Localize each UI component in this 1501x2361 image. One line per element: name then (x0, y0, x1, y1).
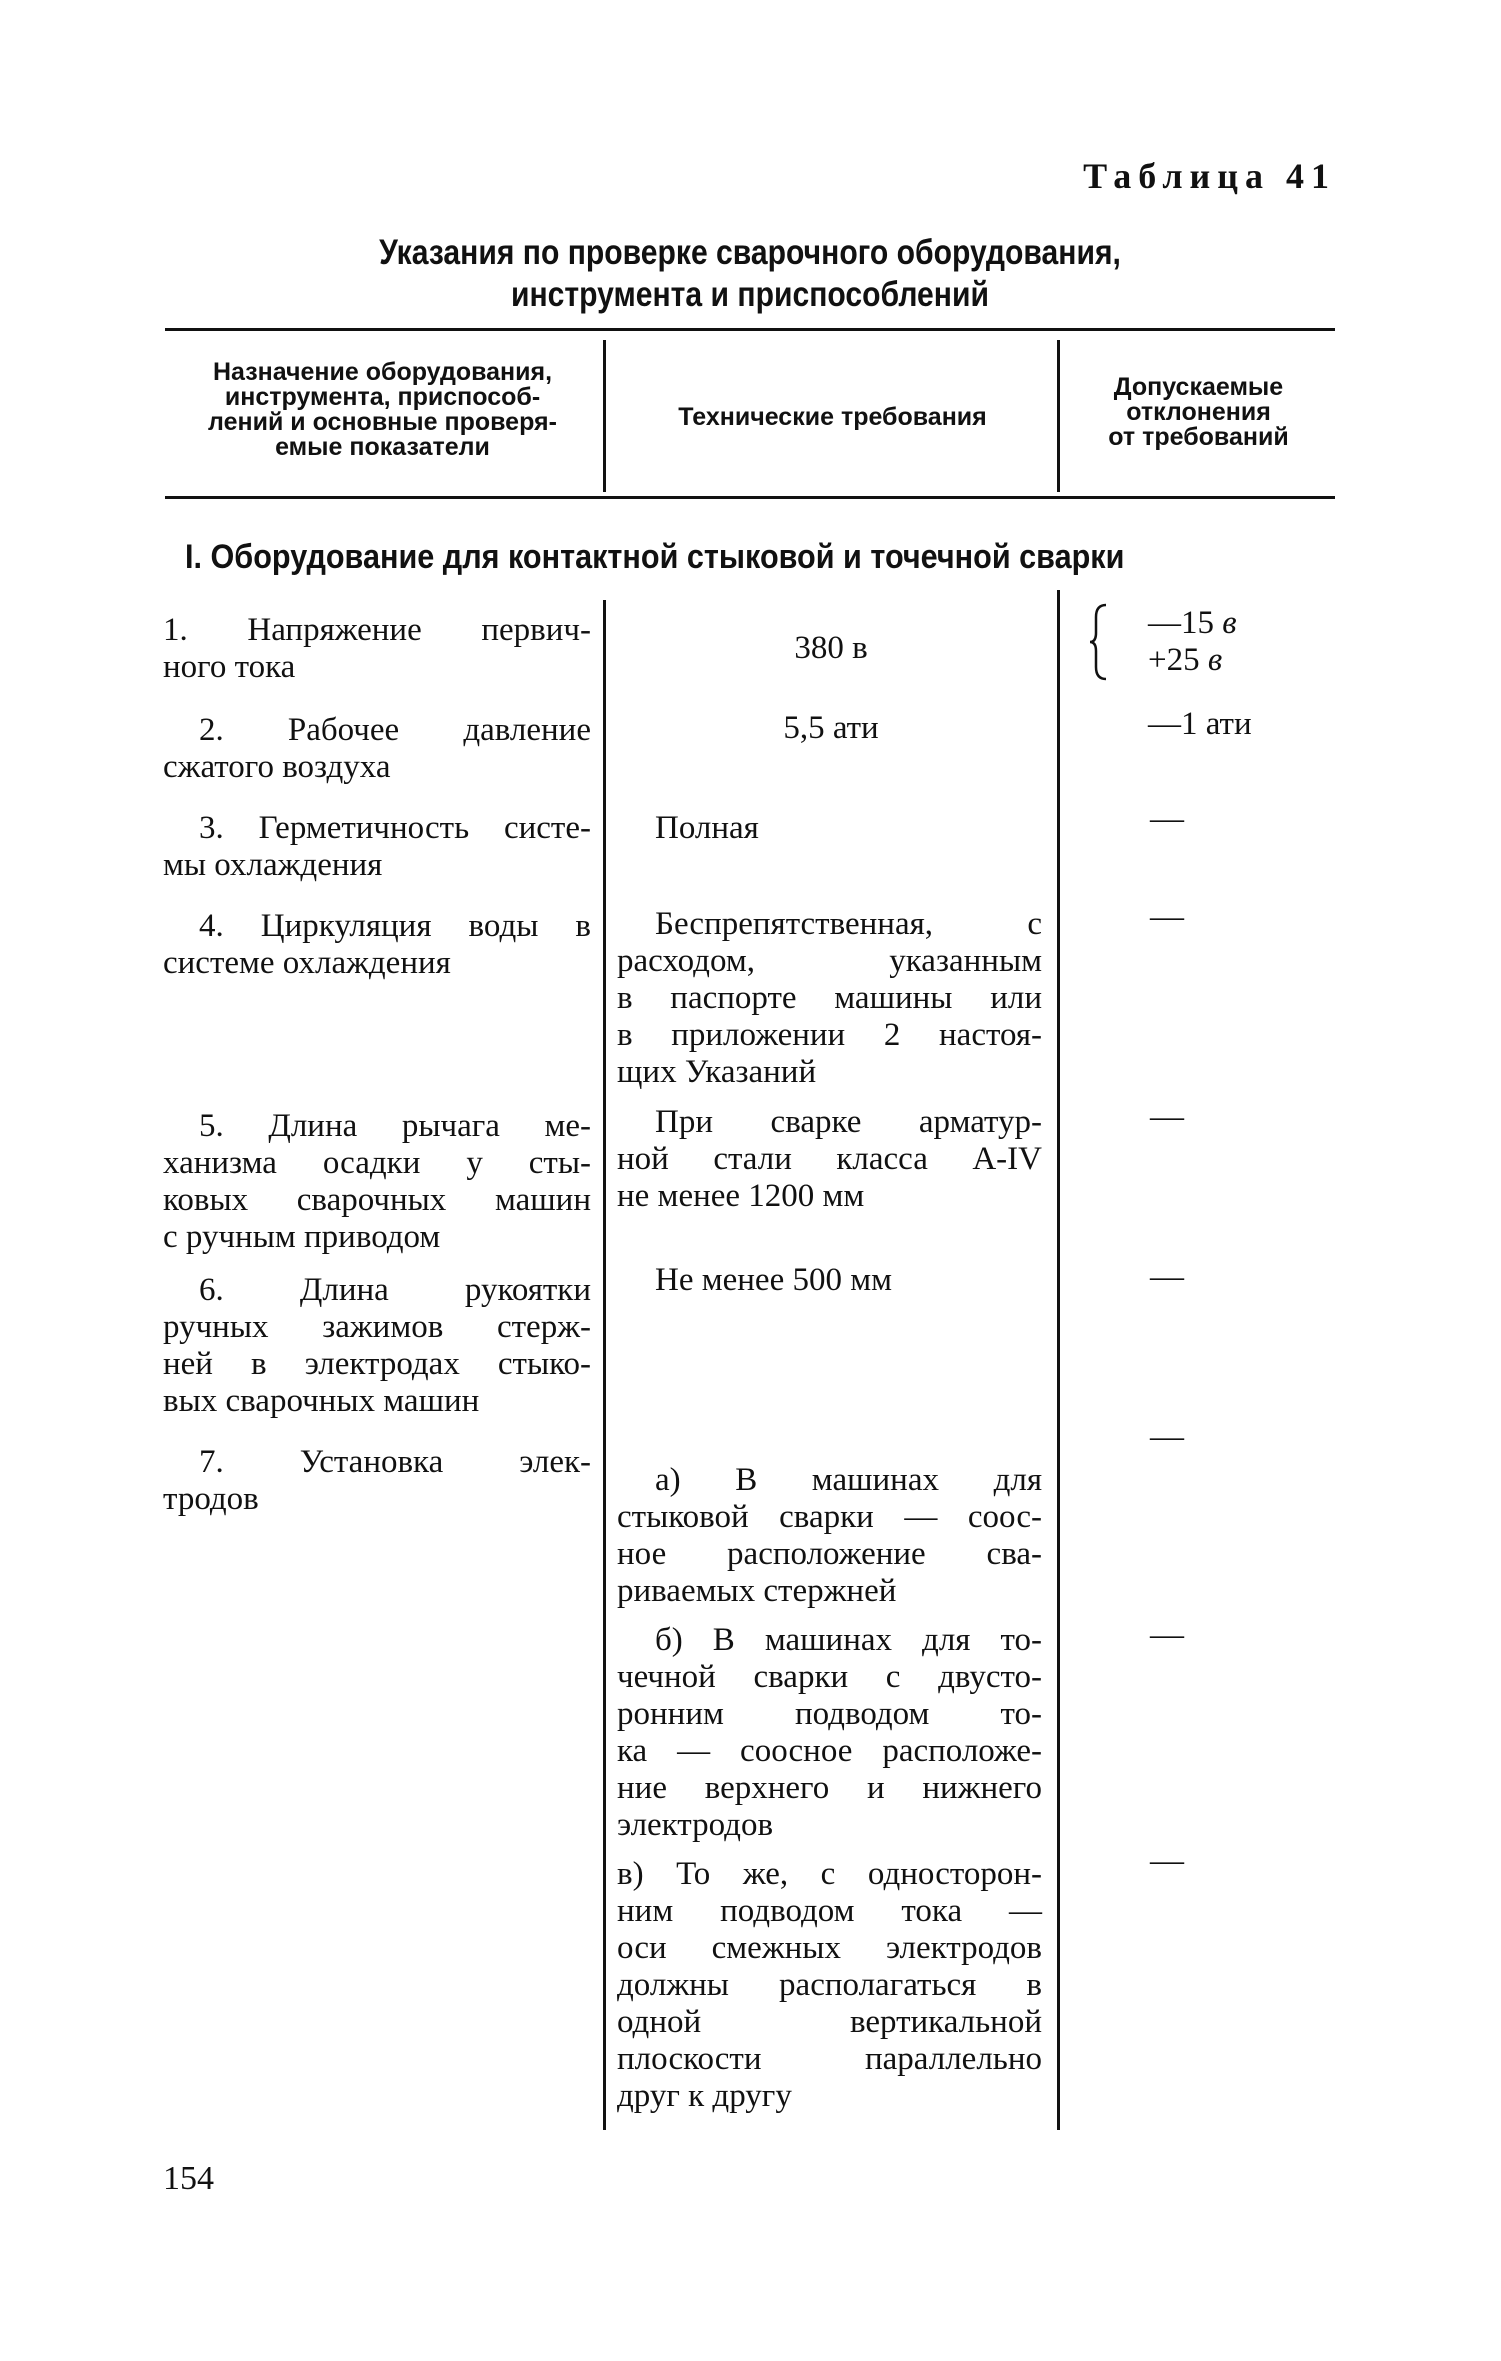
body-divider-2 (1057, 590, 1060, 2130)
row-2-name: 2. Рабочее давление сжатого воздуха (163, 712, 591, 785)
row-3-tolerance: — (1150, 800, 1184, 837)
row-2-requirement: 5,5 ати (783, 710, 879, 746)
subrow-a-requirement: а) В машинах для стыковой сварки — соос- ное расположение сва- риваемых стержней (617, 1462, 1042, 1609)
header-top-rule (165, 328, 1335, 331)
row-6-requirement: Не менее 500 мм (655, 1262, 892, 1298)
row-1-tolerance-minus: —15 в (1148, 605, 1237, 641)
table-label: Таблица 41 (1083, 156, 1336, 196)
row-5-name: 5. Длина рычага ме- ханизма осадки у сты- ковых сварочных машин с ручным приводом (163, 1108, 591, 1255)
row-4-tolerance: — (1150, 898, 1184, 935)
row-5-requirement: При сварке арматур- ной стали класса A-IV не менее 1200 мм (617, 1104, 1042, 1214)
header-col-equipment: Назначение оборудования, инструмента, приспособ- лений и основные проверя- емые показатели (208, 358, 557, 461)
row-1-tolerance-plus: +25 в (1148, 642, 1223, 678)
row-1-name: 1. Напряжение первич- ного тока (163, 612, 591, 685)
row-6-tolerance: — (1150, 1258, 1184, 1295)
brace-icon (1088, 603, 1108, 681)
row-6-name: 6. Длина рукоятки ручных зажимов стерж- ней в электродах стыко- вых сварочных машин (163, 1272, 591, 1419)
title-line-1: Указания по проверке сварочного оборудования, (379, 233, 1121, 272)
row-3-name: 3. Герметичность систе- мы охлаждения (163, 810, 591, 883)
subrow-c-tolerance: — (1150, 1842, 1184, 1879)
header-col-requirements: Технические требования (678, 403, 987, 431)
header-bottom-rule (165, 496, 1335, 499)
subrow-b-tolerance: — (1150, 1616, 1184, 1653)
row-7-tolerance: — (1150, 1418, 1184, 1455)
title-line-2: инструмента и приспособлений (510, 275, 989, 314)
subrow-b-requirement: б) В машинах для то- чечной сварки с двусто- ронним подводом то- ка — соосное расположе- ние верхнего и нижнего электродов (617, 1622, 1042, 1843)
row-3-requirement: Полная (655, 810, 759, 846)
row-2-tolerance: —1 ати (1148, 706, 1252, 742)
body-divider-1 (603, 600, 606, 2130)
row-5-tolerance: — (1150, 1098, 1184, 1135)
header-col-tolerances: Допускаемые отклонения от требований (1108, 373, 1289, 451)
header-divider-1 (603, 340, 606, 492)
row-4-requirement: Беспрепятственная, с расходом, указанным в паспорте машины или в приложении 2 настоя- щих Указаний (617, 906, 1042, 1090)
section-title: I. Оборудование для контактной стыковой и точечной сварки (185, 538, 1125, 576)
subrow-c-requirement: в) То же, с односторон- ним подводом тока — оси смежных электродов должны располагаться в одной вертикальной плоскости параллельно друг к другу (617, 1856, 1042, 2114)
row-4-name: 4. Циркуляция воды в системе охлаждения (163, 908, 591, 981)
row-1-requirement: 380 в (794, 630, 868, 666)
page-number: 154 (163, 2160, 214, 2197)
header-divider-2 (1057, 340, 1060, 492)
row-7-name: 7. Установка элек- тродов (163, 1444, 591, 1517)
table-title (247, 232, 1253, 316)
